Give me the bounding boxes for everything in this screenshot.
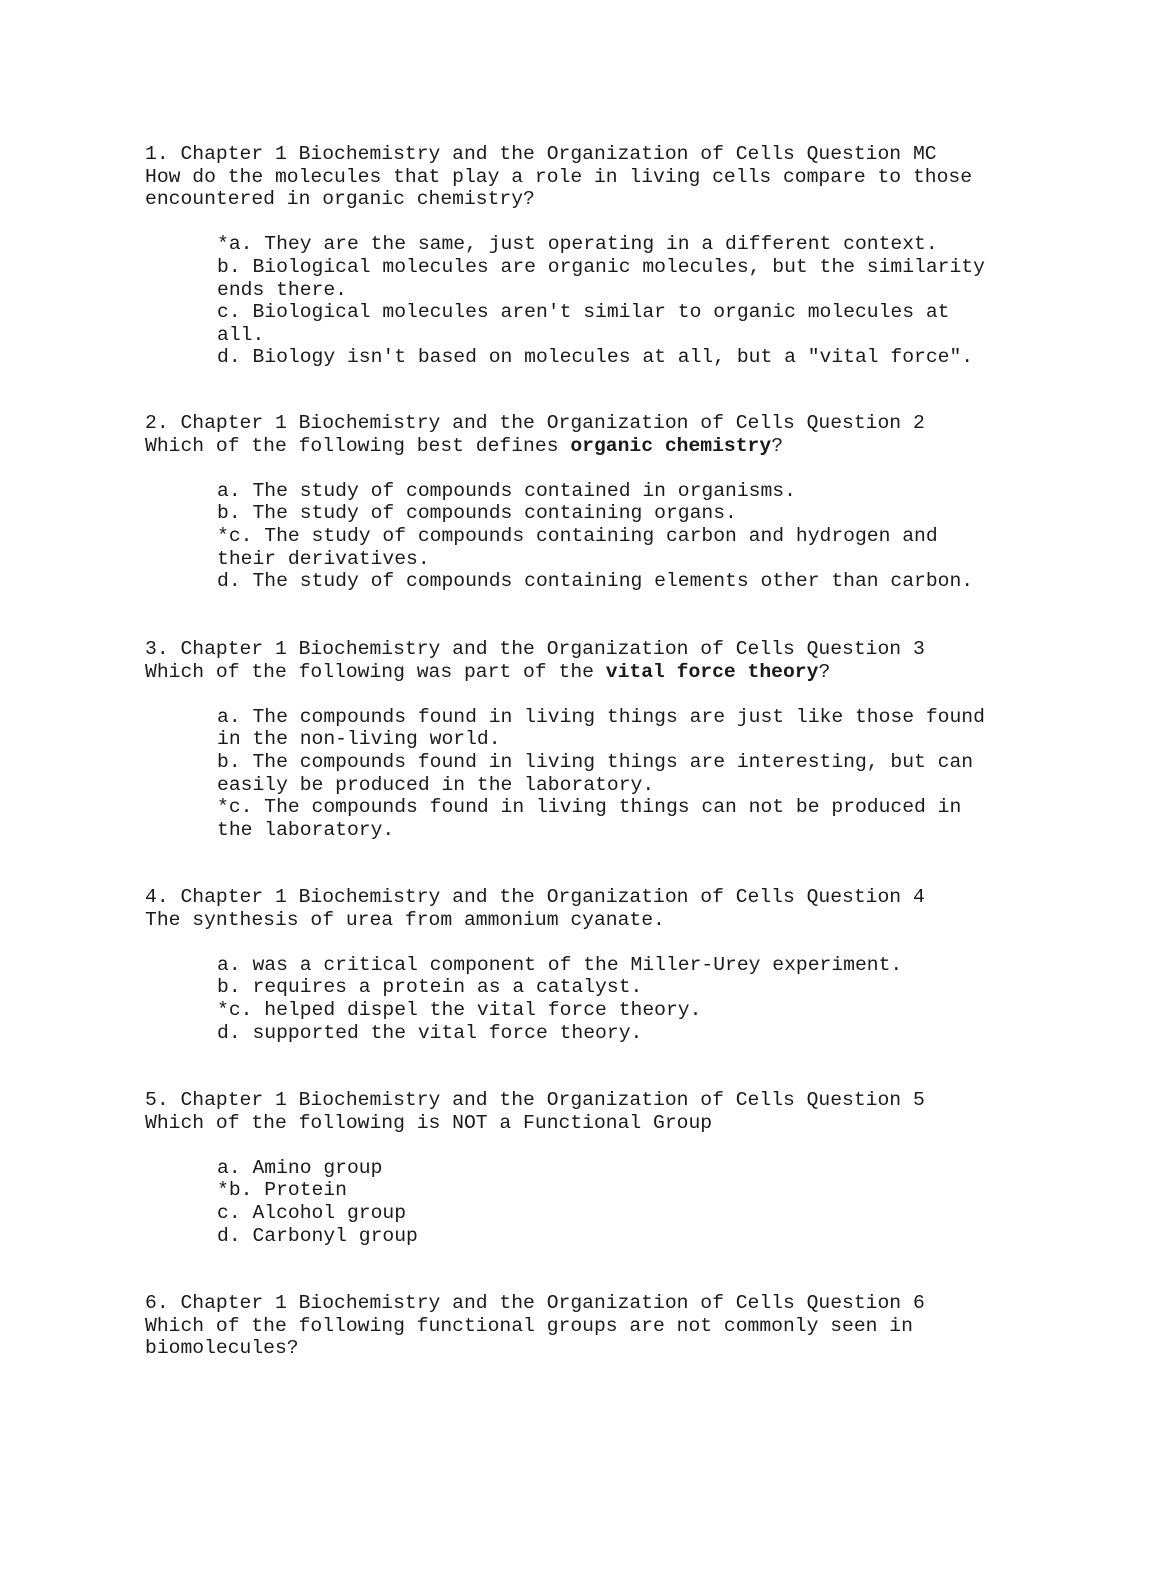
answer-option-d: d. supported the vital force theory. (217, 1021, 643, 1044)
question-2 (145, 412, 1005, 593)
answer-option-c: *c. The study of compounds containing carbon and hydrogen and (217, 524, 938, 547)
answer-option-b: b. The study of compounds containing organs. (217, 502, 737, 525)
answer-option-d: d. Biology isn't based on molecules at all, but a "vital force". (217, 346, 974, 369)
answer-option-a: a. The compounds found in living things are just like those found (217, 705, 985, 728)
question-header: 6. Chapter 1 Biochemistry and the Organization of Cells Question 6 (145, 1292, 925, 1314)
answer-option-c: c. Alcohol group (217, 1201, 407, 1224)
question-header: 5. Chapter 1 Biochemistry and the Organization of Cells Question 5 (145, 1089, 925, 1111)
answer-list (145, 233, 1005, 369)
answer-list (145, 954, 1005, 1044)
question-text-line (145, 1315, 1005, 1338)
question-text: encountered in organic chemistry? (145, 188, 535, 211)
answer-option-a: *a. They are the same, just operating in a different context. (217, 233, 938, 256)
answer-option-b-continued: easily be produced in the laboratory. (217, 773, 655, 796)
question-text-line (145, 435, 1005, 458)
question-6 (145, 1292, 1005, 1360)
question-text: Which of the following best defines (145, 434, 571, 457)
question-1 (145, 143, 1005, 369)
answer-option-a: a. The study of compounds contained in organisms. (217, 479, 796, 502)
question-text: The synthesis of urea from ammonium cyanate. (145, 908, 665, 931)
question-header: 3. Chapter 1 Biochemistry and the Organization of Cells Question 3 (145, 638, 925, 660)
question-text: Which of the following functional groups are not commonly seen in (145, 1314, 913, 1337)
question-text-line (145, 166, 1005, 189)
answer-option-b: *b. Protein (217, 1179, 347, 1202)
question-text-line (145, 188, 1005, 211)
answer-option-c: c. Biological molecules aren't similar to organic molecules at (217, 301, 950, 324)
question-5 (145, 1089, 1005, 1247)
answer-option-a: a. Amino group (217, 1156, 383, 1179)
question-text: Which of the following was part of the (145, 660, 606, 683)
answer-option-c-continued: their derivatives. (217, 547, 430, 570)
answer-option-a-continued: in the non-living world. (217, 728, 501, 751)
question-text-end: ? (818, 660, 831, 683)
answer-option-c: *c. The compounds found in living things can not be produced in (217, 796, 962, 819)
question-text-line (145, 1337, 1005, 1360)
answer-list (145, 1157, 1005, 1247)
answer-option-c-continued: all. (217, 323, 265, 346)
question-text: How do the molecules that play a role in living cells compare to those (145, 165, 973, 188)
question-keyword: organic chemistry (570, 434, 772, 457)
answer-option-b: b. Biological molecules are organic molecules, but the similarity (217, 255, 985, 278)
answer-list (145, 480, 1005, 593)
answer-option-a: a. was a critical component of the Miller-Urey experiment. (217, 953, 903, 976)
question-text: Which of the following is NOT a Functional Group (145, 1111, 713, 1134)
answer-list (145, 706, 1005, 842)
answer-option-b-continued: ends there. (217, 278, 347, 301)
answer-option-d: d. Carbonyl group (217, 1224, 418, 1247)
question-header: 1. Chapter 1 Biochemistry and the Organization of Cells Question MC (145, 143, 937, 165)
question-text-line (145, 909, 1005, 932)
question-text-end: ? (771, 434, 784, 457)
question-text-line (145, 1112, 1005, 1135)
question-4 (145, 886, 1005, 1044)
question-3 (145, 638, 1005, 841)
answer-option-b: b. The compounds found in living things are interesting, but can (217, 750, 974, 773)
answer-option-d: d. The study of compounds containing elements other than carbon. (217, 570, 974, 593)
question-text-line (145, 661, 1005, 684)
answer-option-b: b. requires a protein as a catalyst. (217, 976, 643, 999)
question-text: biomolecules? (145, 1337, 299, 1360)
answer-option-c: *c. helped dispel the vital force theory. (217, 998, 702, 1021)
question-keyword: vital force theory (605, 660, 819, 683)
question-header: 4. Chapter 1 Biochemistry and the Organization of Cells Question 4 (145, 886, 925, 908)
answer-option-c-continued: the laboratory. (217, 818, 395, 841)
question-header: 2. Chapter 1 Biochemistry and the Organization of Cells Question 2 (145, 412, 925, 434)
